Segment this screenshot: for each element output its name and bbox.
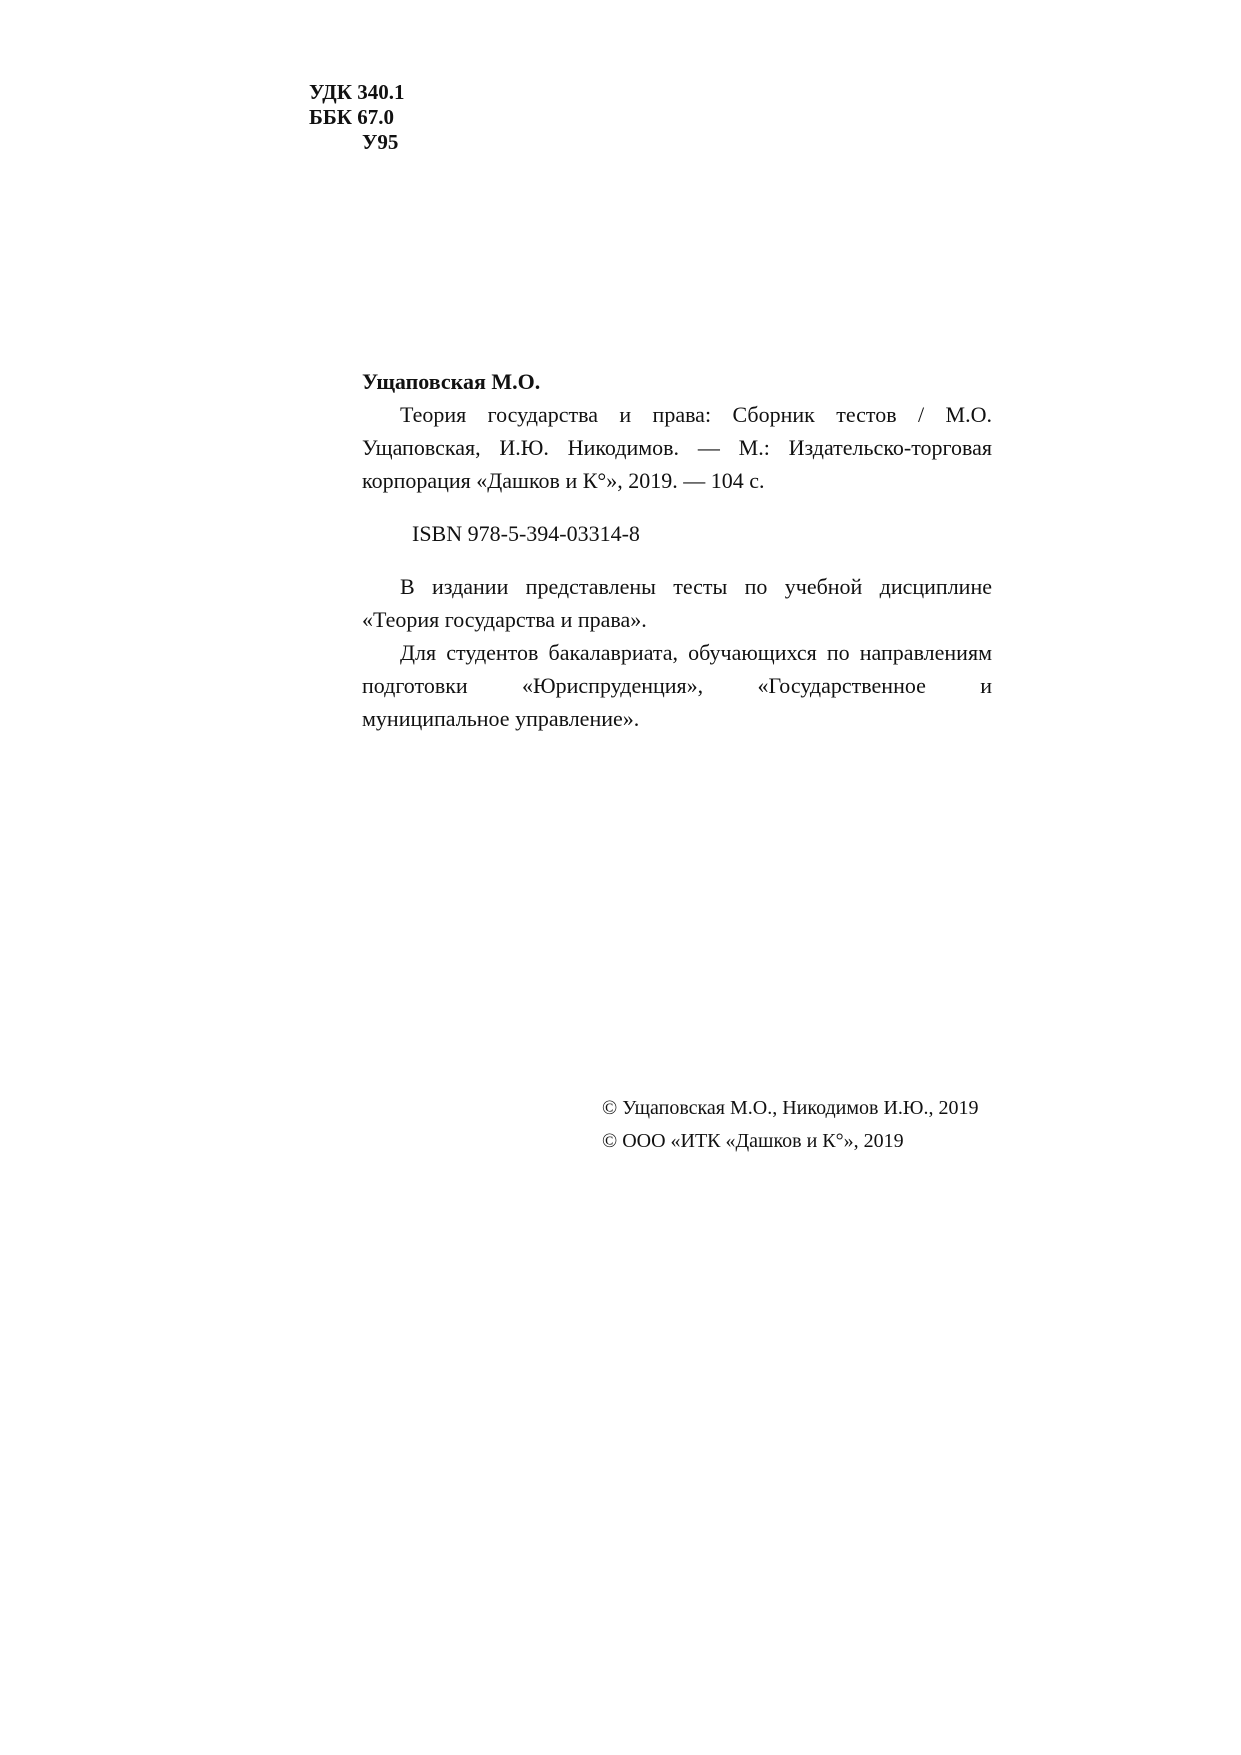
isbn: ISBN 978-5-394-03314-8 — [412, 521, 640, 546]
catalog-card — [362, 365, 992, 735]
copyright-publisher: © ООО «ИТК «Дашков и К°», 2019 — [602, 1130, 904, 1152]
classification-codes — [309, 80, 404, 155]
author-heading: Ущаповская М.О. — [362, 369, 541, 394]
annotation-paragraph: В издании представлены тесты по учебной дисциплине «Теория государства и права». — [362, 574, 992, 632]
author-sign: У95 — [362, 130, 399, 154]
copyright-block — [602, 1092, 978, 1158]
copyright-authors: © Ущаповская М.О., Никодимов И.Ю., 2019 — [602, 1097, 979, 1119]
audience-paragraph: Для студентов бакалавриата, обучающихся по направлениям подготовки «Юриспруденция», «Государственное и муниципальное управление». — [362, 640, 992, 731]
bbk-code: ББК 67.0 — [309, 105, 394, 129]
udk-code: УДК 340.1 — [309, 80, 405, 104]
bibliographic-description: Теория государства и права: Сборник тестов / М.О. Ущаповская, И.Ю. Никодимов. — М.: Издательско-торговая корпорация «Дашков и К°», 2019. — 104 с. — [362, 402, 992, 493]
